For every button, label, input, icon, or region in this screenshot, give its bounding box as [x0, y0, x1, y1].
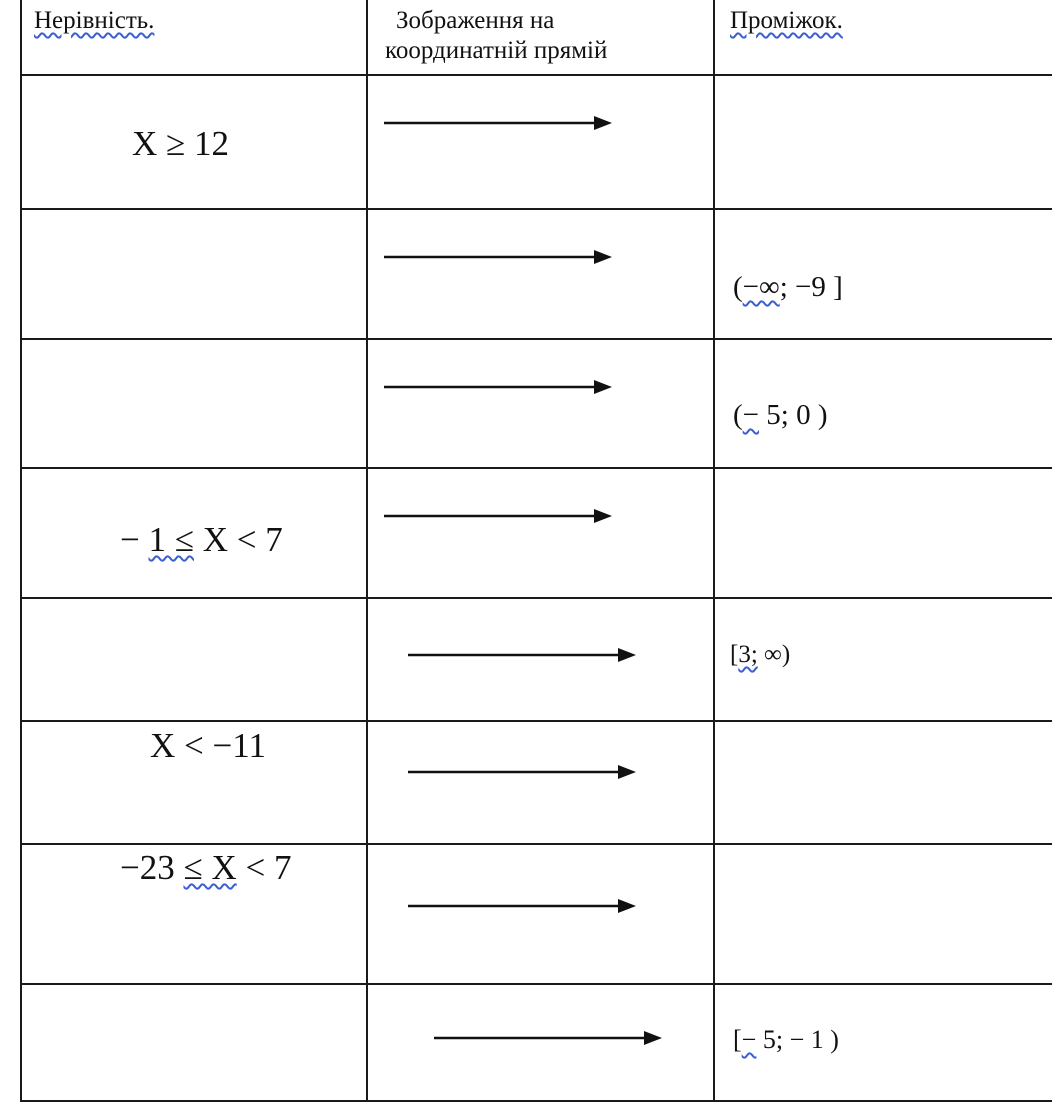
inequality-cell	[120, 520, 283, 560]
column-divider-1	[366, 0, 368, 1101]
interval-rest: 5; 0 )	[759, 399, 828, 431]
inequality-part: −23	[120, 848, 184, 887]
interval-cell	[733, 271, 843, 304]
header-interval: Проміжок.	[730, 7, 843, 34]
number-line-arrow-icon	[408, 762, 638, 782]
row-divider-6	[20, 843, 1052, 845]
header-image-line2: координатній прямій	[385, 37, 608, 64]
interval-open-bracket: (	[733, 399, 743, 431]
table-border-left	[20, 0, 22, 1101]
interval-cell	[733, 399, 828, 432]
number-line-arrow-icon	[384, 247, 614, 267]
interval-rest: ; −9 ]	[779, 271, 843, 303]
interval-open-bracket: (	[733, 271, 743, 303]
interval-cell	[730, 641, 790, 669]
inequality-cell	[120, 848, 292, 888]
header-inequality: Нерівність.	[34, 7, 155, 34]
number-line-arrow-icon	[408, 896, 638, 916]
table-border-bottom	[20, 1100, 1052, 1102]
number-line-arrow-icon	[384, 506, 614, 526]
interval-flagged-text: −	[741, 1025, 757, 1054]
number-line-arrow-icon	[434, 1028, 664, 1048]
number-line-arrow-icon	[384, 377, 614, 397]
row-divider-2	[20, 338, 1052, 340]
inequality-part: < 7	[236, 848, 292, 887]
header-image-line1: Зображення на	[396, 7, 555, 34]
row-divider-3	[20, 467, 1052, 469]
row-divider-7	[20, 983, 1052, 985]
column-divider-2	[713, 0, 715, 1101]
interval-rest: 5; − 1 )	[756, 1025, 839, 1054]
inequality-flagged-text: 1 ≤	[148, 520, 194, 559]
interval-open-bracket: [	[733, 1025, 742, 1054]
interval-flagged-text: 3;	[738, 641, 758, 668]
inequality-cell: X < −11	[150, 726, 266, 765]
row-divider-1	[20, 208, 1052, 210]
inequality-part: X < 7	[193, 520, 283, 559]
inequality-flagged-text: ≤ X	[183, 848, 237, 887]
interval-flagged-text: −	[742, 399, 760, 431]
inequality-cell: X ≥ 12	[132, 124, 229, 163]
interval-flagged-text: −∞	[742, 271, 780, 303]
interval-rest: ∞)	[757, 641, 791, 668]
number-line-arrow-icon	[408, 645, 638, 665]
interval-open-bracket: [	[730, 641, 739, 668]
row-divider-5	[20, 720, 1052, 722]
row-divider-4	[20, 597, 1052, 599]
interval-cell	[733, 1025, 839, 1055]
number-line-arrow-icon	[384, 113, 614, 133]
row-divider-header	[20, 74, 1052, 76]
inequality-part: −	[120, 520, 149, 559]
